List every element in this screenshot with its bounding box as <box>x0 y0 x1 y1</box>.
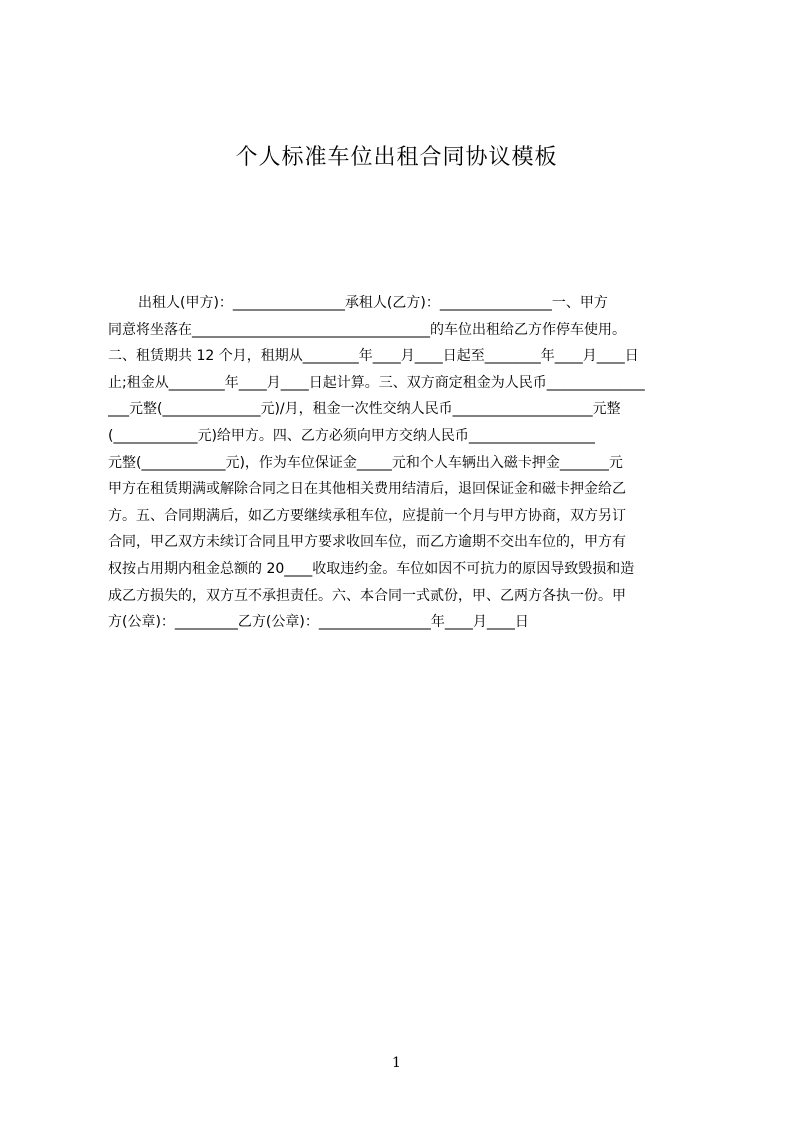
body-line-5: ___元整(______________元)/月，租金一次性交纳人民币____________________元整 <box>108 401 621 418</box>
body-line-1: 出租人(甲方)：________________承租人(乙方)：________________一、甲方 <box>138 295 608 311</box>
body-line-3: 二、租赁期共 12 个月，租期从________年____月____日起至________年____月____日 <box>108 348 639 365</box>
body-line-12: 成乙方损失的，双方互不承担责任。六、本合同一式贰份，甲、乙两方各执一份。甲 <box>108 587 626 604</box>
body-line-11: 权按占用期内租金总额的 20____收取违约金。车位如因不可抗力的原因导致毁损和造 <box>108 560 635 577</box>
body-line-8: 甲方在租赁期满或解除合同之日在其他相关费用结清后，退回保证金和磁卡押金给乙 <box>108 481 626 498</box>
body-line-7: 元整(____________元)，作为车位保证金_____元和个人车辆出入磁卡押金_______元 <box>108 454 623 471</box>
body-line-13: 方(公章)：_________乙方(公章)：________________年____月____日 <box>108 614 529 631</box>
body-line-2: 同意将坐落在__________________________________的车位出租给乙方作停车使用。 <box>108 321 626 338</box>
contract-body <box>108 290 700 635</box>
body-line-9: 方。五、合同期满后，如乙方要继续承租车位，应提前一个月与甲方协商，双方另订 <box>108 507 626 524</box>
body-line-4: 止;租金从________年____月____日起计算。三、双方商定租金为人民币______________ <box>108 374 645 391</box>
page-number: 1 <box>392 1055 401 1071</box>
document-title: 个人标准车位出租合同协议模板 <box>235 145 558 170</box>
body-line-10: 合同，甲乙双方未续订合同且甲方要求收回车位，而乙方逾期不交出车位的，甲方有 <box>108 534 626 551</box>
body-line-6: (____________元)给甲方。四、乙方必须向甲方交纳人民币__________________ <box>108 427 595 444</box>
